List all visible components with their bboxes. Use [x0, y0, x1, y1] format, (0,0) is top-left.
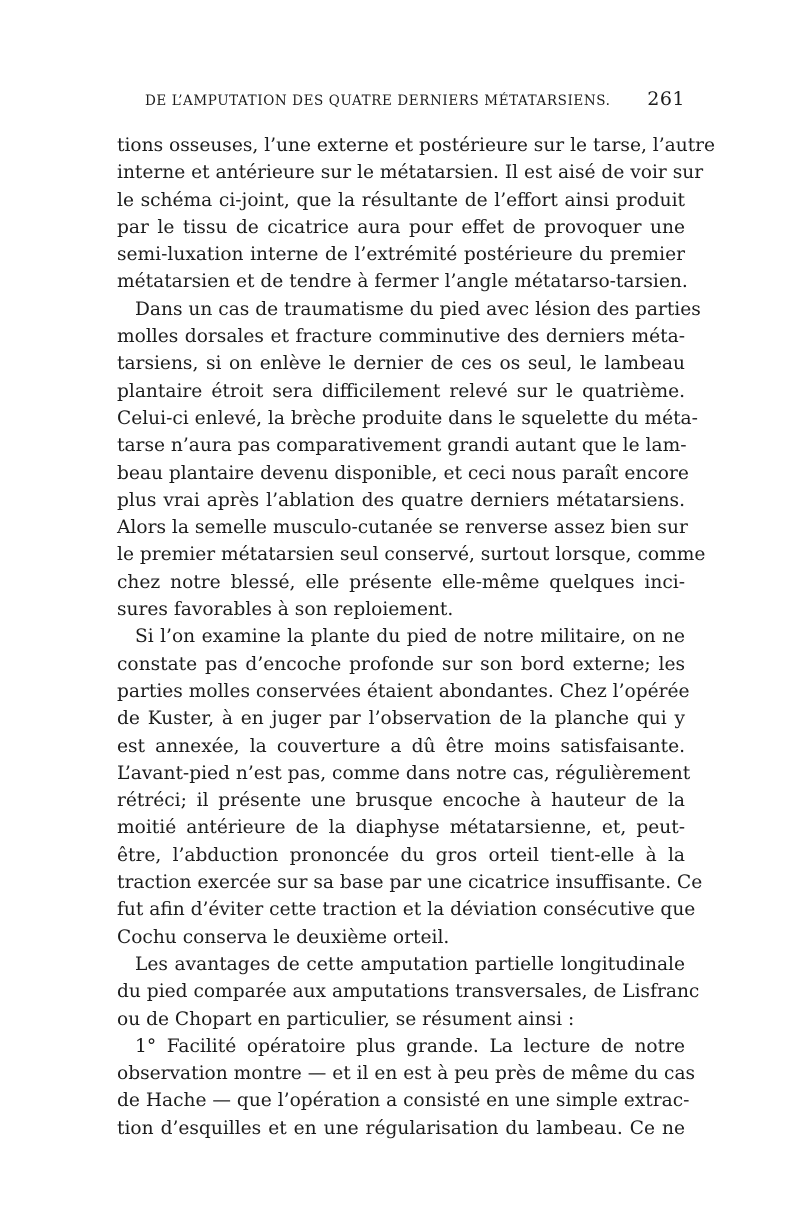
text-line: plus vrai après l’ablation des quatre derniers métatarsiens. — [117, 489, 685, 511]
text-line: sures favorables à son reploiement. — [117, 599, 454, 621]
running-title: DE L’AMPUTATION DES QUATRE DERNIERS MÉTATARSIENS. — [145, 93, 611, 109]
text-line: tarsiens, si on enlève le dernier de ces os seul, le lambeau — [117, 353, 685, 375]
text-line: molles dorsales et fracture comminutive des derniers méta- — [117, 326, 685, 348]
text-line: tion d’esquilles et en une régularisation du lambeau. Ce ne — [117, 1117, 685, 1139]
text-line: moitié antérieure de la diaphyse métatarsienne, et, peut- — [117, 817, 685, 839]
text-line: le schéma ci-joint, que la résultante de l’effort ainsi produit — [117, 189, 685, 211]
text-line: est annexée, la couverture a dû être moins satisfaisante. — [117, 735, 685, 757]
text-line: tions osseuses, l’une externe et postérieure sur le tarse, l’autre — [117, 135, 716, 156]
text-line: Les avantages de cette amputation partielle longitudinale — [135, 953, 685, 975]
text-line: chez notre blessé, elle présente elle-même quelques inci- — [117, 571, 685, 593]
text-line: L’avant-pied n’est pas, comme dans notre cas, régulièrement — [117, 762, 691, 784]
text-line: de Kuster, à en juger par l’observation de la planche qui y — [117, 708, 685, 730]
text-line: Celui-ci enlevé, la brèche produite dans le squelette du méta- — [117, 407, 698, 429]
text-line: 1° Facilité opératoire plus grande. La lecture de notre — [135, 1035, 685, 1057]
page-number: 261 — [647, 88, 685, 110]
text-line: observation montre — et il en est à peu près de même du cas — [117, 1063, 696, 1085]
text-line: Cochu conserva le deuxième orteil. — [117, 926, 450, 948]
text-line: métatarsien et de tendre à fermer l’angle métatarso-tarsien. — [117, 271, 688, 293]
text-line: traction exercée sur sa base par une cicatrice insuffisante. Ce — [117, 872, 703, 894]
text-line: ou de Chopart en particulier, se résument ainsi : — [117, 1008, 575, 1030]
text-line: parties molles conservées étaient abondantes. Chez l’opérée — [117, 680, 690, 702]
text-line: semi-luxation interne de l’extrémité postérieure du premier — [117, 244, 685, 266]
body-text — [117, 132, 716, 1142]
text-line: interne et antérieure sur le métatarsien. Il est aisé de voir sur — [117, 162, 704, 184]
text-line: beau plantaire devenu disponible, et ceci nous paraît encore — [117, 462, 689, 484]
text-line: être, l’abduction prononcée du gros orteil tient-elle à la — [117, 844, 685, 866]
text-line: fut afin d’éviter cette traction et la déviation consécutive que — [117, 899, 696, 921]
text-line: du pied comparée aux amputations transversales, de Lisfranc — [117, 981, 700, 1003]
text-line: rétréci; il présente une brusque encoche à hauteur de la — [117, 790, 685, 812]
text-line: tarse n’aura pas comparativement grandi autant que le lam- — [117, 435, 687, 457]
text-line: par le tissu de cicatrice aura pour effet de provoquer une — [117, 216, 685, 238]
text-line: constate pas d’encoche profonde sur son bord externe; les — [117, 653, 685, 675]
text-line: plantaire étroit sera difficilement relevé sur le quatrième. — [117, 380, 685, 402]
book-page — [117, 88, 716, 1142]
running-head — [117, 88, 685, 118]
text-line: le premier métatarsien seul conservé, surtout lorsque, comme — [117, 544, 706, 566]
text-line: Alors la semelle musculo-cutanée se renverse assez bien sur — [117, 517, 688, 539]
text-line: Si l’on examine la plante du pied de notre militaire, on ne — [135, 626, 685, 648]
text-line: Dans un cas de traumatisme du pied avec lésion des parties — [135, 298, 701, 320]
text-line: de Hache — que l’opération a consisté en une simple extrac- — [117, 1090, 690, 1112]
